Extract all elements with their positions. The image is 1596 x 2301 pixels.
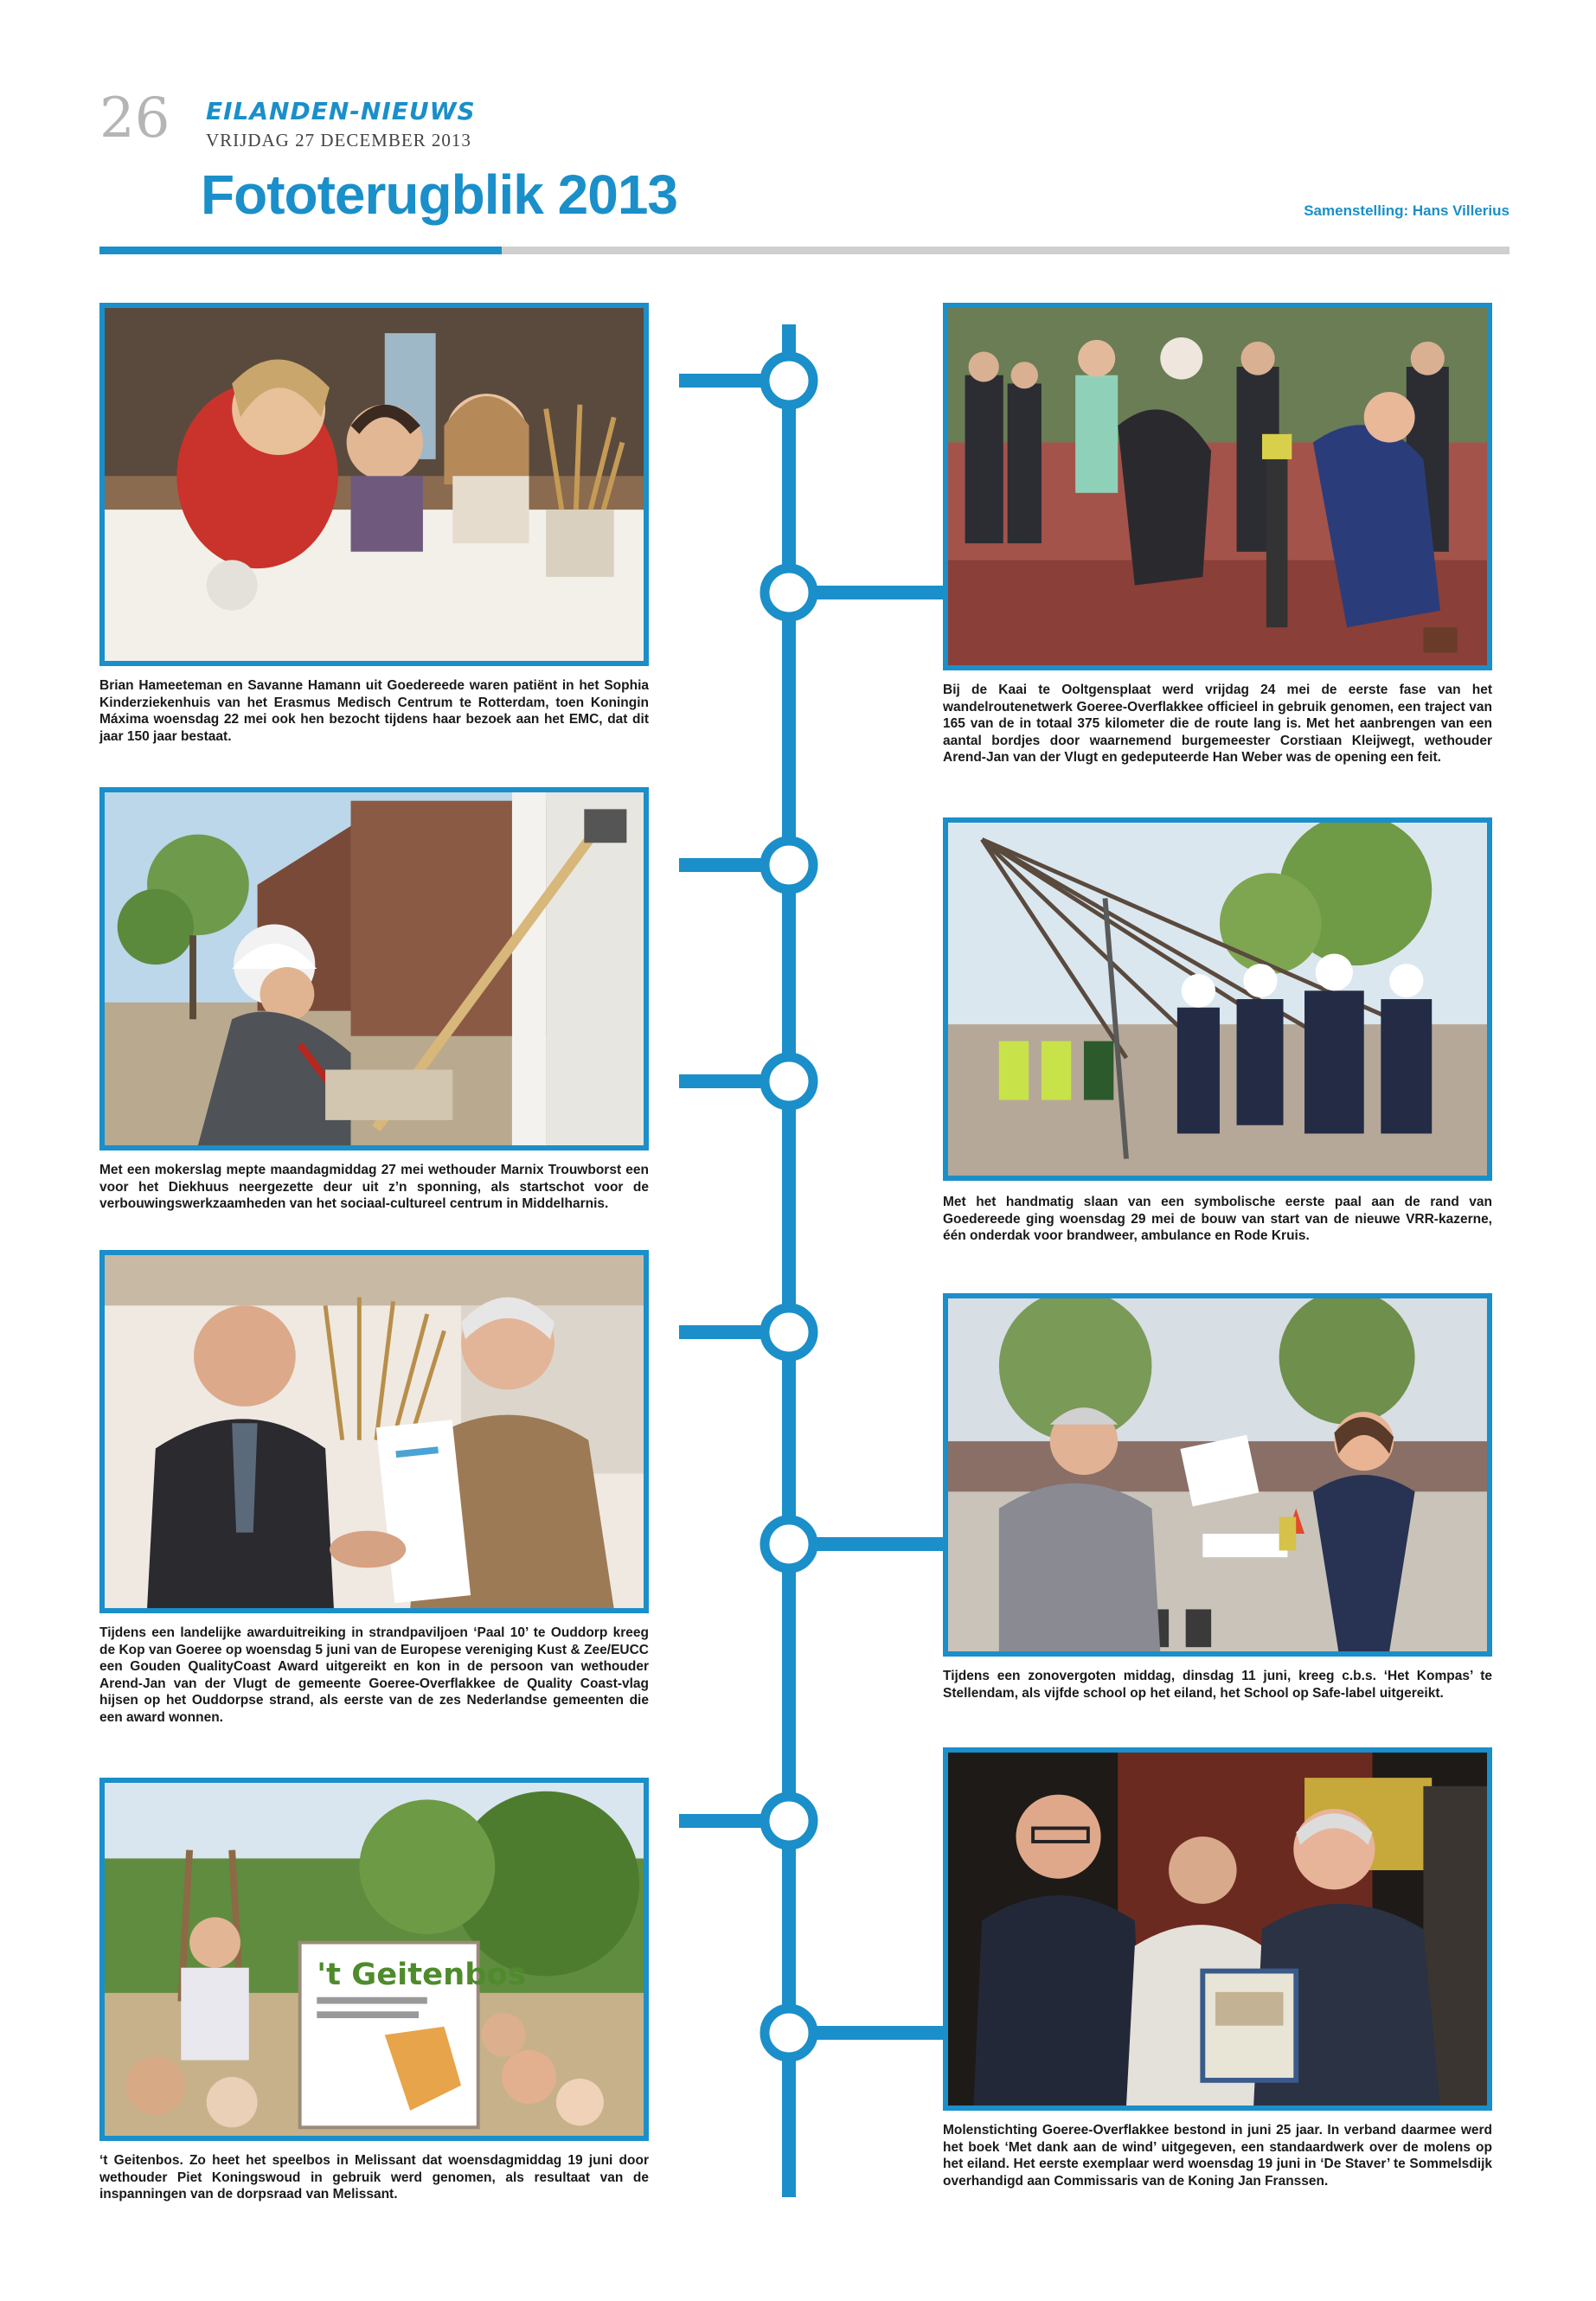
photo-qualitycoast-award (99, 1250, 649, 1613)
caption-maxima-visit: Brian Hameeteman en Savanne Hamann uit Goedereede waren patiënt in het Sophia Kinderziekenhuis van het Erasmus Medisch Centrum te Rotterdam, toen Koningin Máxima woensdag 22 mei ook hen bezocht tijdens haar bezoek aan het EMC, dat dit jaar 150 jaar bestaat. (99, 678, 649, 744)
caption-qualitycoast-award: Tijdens een landelijke awarduitreiking in strandpaviljoen ‘Paal 10’ te Ouddorp kreeg de Kop van Goeree op woensdag 5 juni van de Europese vereniging Kust & Zee/EUCC een Gouden QualityCoast Award uitgereikt en kon in de persoon van wethouder Arend-Jan van der Vlugt de gemeente Goeree-Overflakkee de Quality Coast-vlag hijsen op het Ouddorpse strand, als eerste van de zes Nederlandse gemeenten die een award wonnen. (99, 1625, 649, 1725)
photo-wandelroute-opening (943, 303, 1492, 670)
photo-maxima-visit (99, 303, 649, 666)
caption-wandelroute-opening: Bij de Kaai te Ooltgensplaat werd vrijdag 24 mei de eerste fase van het wandelroutenetwerk Goeree-Overflakkee officieel in gebruik genomen, een traject van 165 van de in totaal 375 kilometer die de route lang is. Met het aanbrengen van een aantal bordjes door waarnemend burgemeester Corstiaan Kleijwegt, wethouder Arend-Jan van der Vlugt en gedeputeerde Han Weber was de opening een feit. (943, 683, 1492, 765)
photo-geitenbos (99, 1778, 649, 2141)
caption-diekhuus-door: Met een mokerslag mepte maandagmiddag 27 mei wethouder Marnix Trouwborst een voor het Diekhuus neergezette deur uit z’n sponning, als startschot voor de verbouwingswerkzaamheden van het sociaal-cultureel centrum in Middelharnis. (99, 1163, 649, 1211)
page-title: Fototerugblik 2013 (201, 163, 677, 226)
issue-date: VRIJDAG 27 DECEMBER 2013 (206, 130, 471, 151)
caption-molenstichting-boek: Molenstichting Goeree-Overflakkee bestond in juni 25 jaar. In verband daarmee werd het boek ‘Met dank aan de wind’ uitgegeven, een standaardwerk over de molens op het eiland. Het eerste exemplaar werd woensdag 19 juni in ‘De Staver’ te Sommelsdijk overhandigd aan Commissaris van de Koning Jan Franssen. (943, 2123, 1492, 2189)
photo-vrr-kazerne (943, 817, 1492, 1181)
caption-school-op-safe: Tijdens een zonovergoten middag, dinsdag 11 juni, kreeg c.b.s. ‘Het Kompas’ te Stellendam, als vijfde school op het eiland, het School op Safe-label uitgereikt. (943, 1669, 1492, 1701)
photo-diekhuus-door (99, 787, 649, 1150)
photo-school-op-safe (943, 1293, 1492, 1657)
geitenbos-sign-text: 't Geitenbos (317, 1957, 526, 1993)
caption-geitenbos: ‘t Geitenbos. Zo heet het speelbos in Melissant dat woensdagmiddag 19 juni door wethouder Piet Koningswoud in gebruik werd genomen, als resultaat van de inspanningen van de dorpsraad van Melissant. (99, 2153, 649, 2202)
page-number: 26 (99, 87, 170, 151)
credit-line: Samenstelling: Hans Villerius (1304, 202, 1509, 219)
photo-molenstichting-boek (943, 1747, 1492, 2111)
header-rule-accent (99, 247, 502, 254)
newspaper-name: EILANDEN-NIEUWS (206, 97, 476, 125)
caption-vrr-kazerne: Met het handmatig slaan van een symbolische eerste paal aan de rand van Goedereede ging woensdag 29 mei de bouw van start van de nieuwe VRR-kazerne, één onderdak voor brandweer, ambulance en Rode Kruis. (943, 1195, 1492, 1243)
